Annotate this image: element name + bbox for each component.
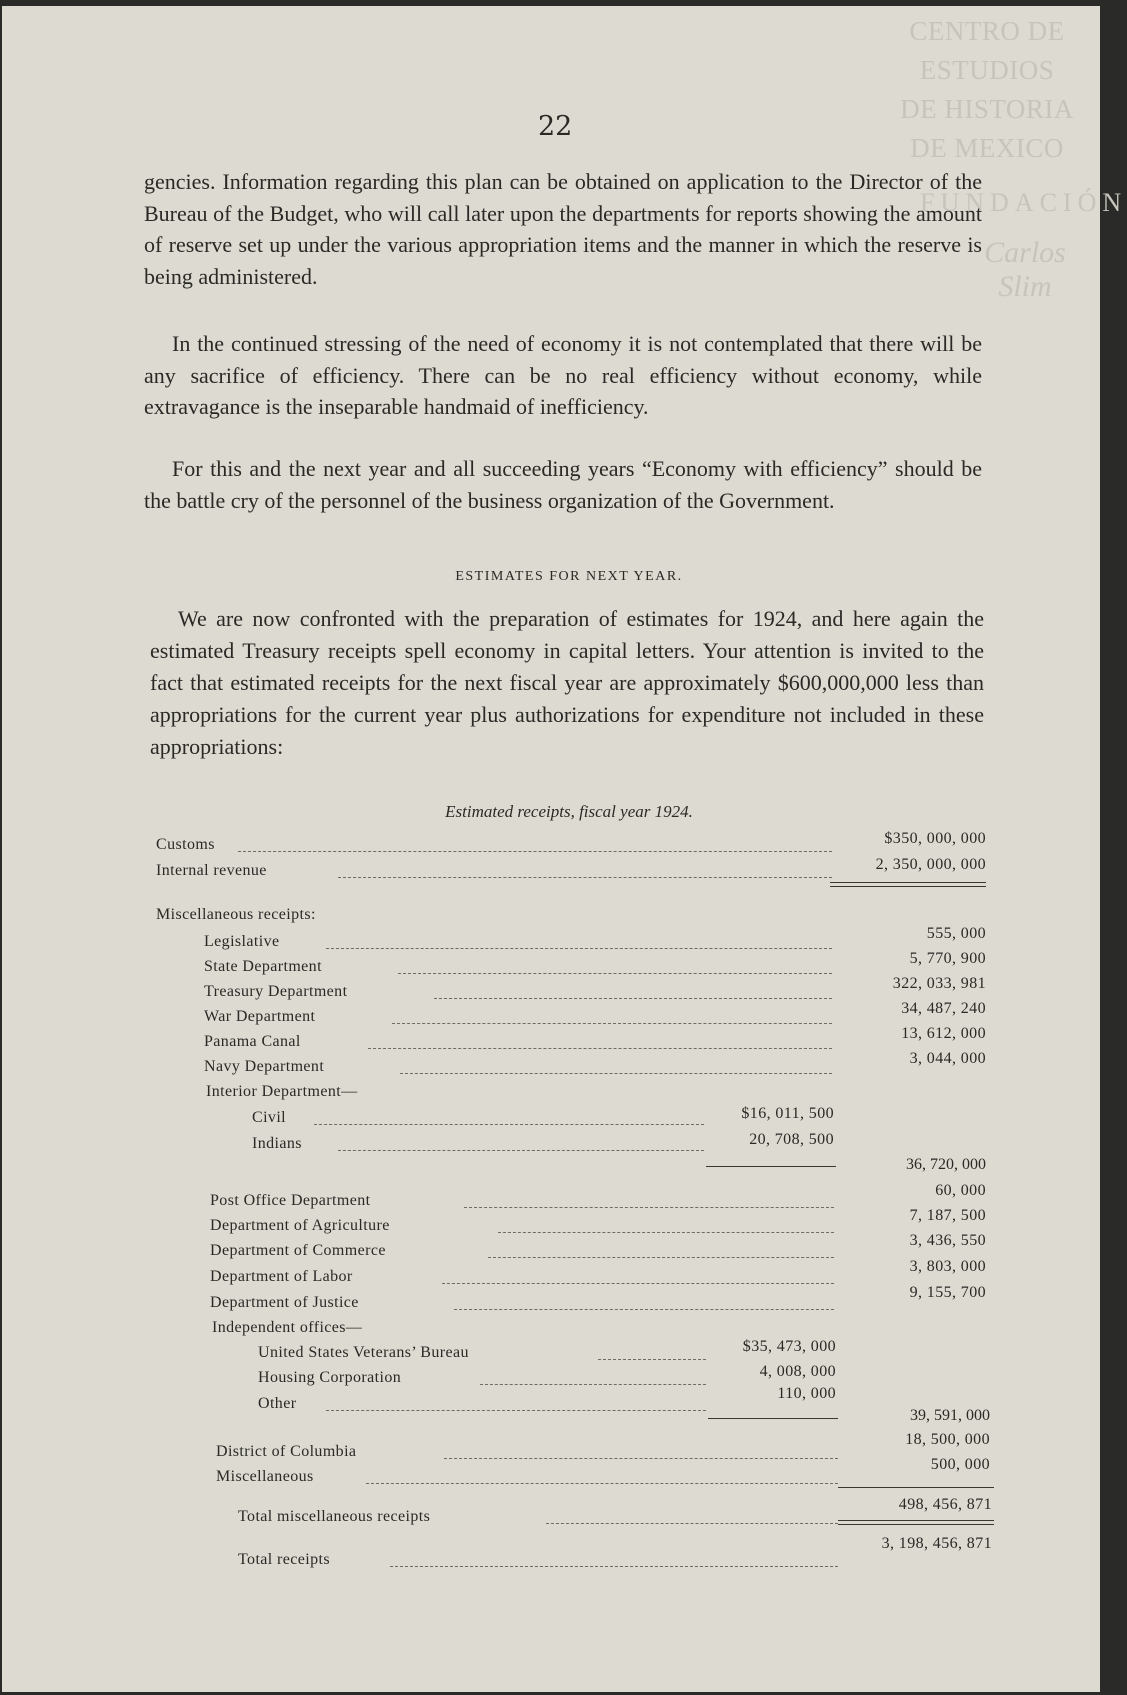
leader-dots [400,1073,832,1074]
row-subamount: 4, 008, 000 [759,1363,836,1380]
row-amount: 3, 198, 456, 871 [881,1535,992,1552]
row-label: Legislative [204,933,280,950]
leader-dots [546,1523,838,1524]
row-label: Total receipts [238,1551,330,1568]
table-row [2,830,1100,858]
row-amount: 13, 612, 000 [901,1025,986,1042]
row-subamount: $35, 473, 000 [742,1338,836,1355]
table-title: Estimated receipts, fiscal year 1924. [445,802,693,821]
independent-heading: Independent offices— [212,1319,363,1336]
row-label: Civil [252,1109,287,1126]
row-label: Housing Corporation [258,1369,402,1386]
row-label: Other [258,1395,297,1412]
leader-dots [498,1232,834,1233]
leader-dots [368,1048,832,1049]
leader-dots [392,1023,832,1024]
row-label: Customs [156,836,215,853]
row-label: Miscellaneous [216,1468,314,1485]
paragraph-reserve: gencies. Information regarding this plan can be obtained on application to the Director of the Bureau of the Budget, who will call later upon the departments for reports showing the amount of reserve set up under the various appropriation items and the manner in which the reserve is being administered. [144,169,982,289]
row-subamount: 20, 708, 500 [749,1131,834,1148]
table-subheading [2,1319,1100,1341]
row-amount: 18, 500, 000 [905,1431,990,1448]
watermark-line: DE MEXICO [910,133,1064,163]
table-row [2,1284,1100,1316]
row-label: Total miscellaneous receipts [238,1508,431,1525]
row-label: Department of Labor [210,1268,353,1285]
table-row [2,1338,1100,1366]
leader-dots [464,1207,834,1208]
row-label: United States Veterans’ Bureau [258,1344,469,1361]
row-label: Panama Canal [204,1033,301,1050]
table-row [2,856,1100,884]
row-label: Treasury Department [204,983,348,1000]
watermark-line: CENTRO DE [909,16,1065,46]
row-subamount: $16, 011, 500 [741,1105,834,1122]
table-total-row [2,1535,1100,1573]
row-label: Department of Commerce [210,1242,386,1259]
row-label: Internal revenue [156,862,267,879]
row-label: Department of Agriculture [210,1217,390,1234]
watermark-line: DE HISTORIA [900,94,1074,124]
leader-dots [326,1410,706,1411]
paragraph-estimates: We are now confronted with the preparation of estimates for 1924, and here again the estimated Treasury receipts spell economy in capital letters. Your attention is invited to the fact that estimated receipts for the next fiscal year are approximately $600,000,000 less than appropriations for the current year plus authorizations for expenditure not included in these appropriations: [150,606,984,759]
table-total-row [2,1496,1100,1530]
row-amount: 500, 000 [930,1456,990,1473]
leader-dots [338,1150,704,1151]
row-amount: 3, 044, 000 [909,1050,986,1067]
table-row [2,1131,1100,1157]
row-amount: 60, 000 [935,1182,986,1199]
leader-dots [480,1384,706,1385]
table-subheading [2,1083,1100,1105]
watermark-signature: Carlos Slim [984,236,1066,303]
watermark-line: ESTUDIOS [919,55,1055,85]
double-rule [838,1520,994,1521]
row-label: State Department [204,958,322,975]
row-label: District of Columbia [216,1443,357,1460]
table-row [2,1363,1100,1391]
total-rule [838,1487,994,1488]
leader-dots [314,1124,704,1125]
row-amount: 7, 187, 500 [909,1207,986,1224]
leader-dots [326,948,832,949]
leader-dots [444,1458,838,1459]
row-label: War Department [204,1008,316,1025]
subtotal-rule [708,1418,838,1419]
row-subamount: 110, 000 [777,1385,836,1402]
double-rule [830,882,986,883]
leader-dots [442,1283,834,1284]
row-amount: 498, 456, 871 [898,1496,992,1513]
row-amount: 3, 803, 000 [909,1258,986,1275]
leader-dots [398,973,832,974]
page-number: 22 [538,111,573,142]
row-amount: 322, 033, 981 [892,975,986,992]
section-heading: ESTIMATES FOR NEXT YEAR. [455,569,683,584]
leader-dots [338,877,832,878]
interior-total: 36, 720, 000 [906,1156,986,1173]
independent-total: 39, 591, 000 [910,1407,990,1424]
leader-dots [598,1359,706,1360]
row-label: Navy Department [204,1058,325,1075]
watermark-centro [882,12,1092,168]
row-amount: $350, 000, 000 [884,830,986,847]
row-amount: 9, 155, 700 [909,1284,986,1301]
document-page [2,6,1127,1692]
double-rule [830,886,986,887]
leader-dots [488,1257,834,1258]
row-amount: 5, 770, 900 [909,950,986,967]
table-row [2,1105,1100,1131]
table-row [2,1050,1100,1080]
row-label: Department of Justice [210,1294,359,1311]
interior-heading: Interior Department— [206,1083,358,1100]
paragraph-battle-cry: For this and the next year and all succeeding years “Economy with efficiency” should be the battle cry of the personnel of the business organization of the Government. [144,456,982,513]
row-label: Indians [252,1135,302,1152]
misc-heading: Miscellaneous receipts: [156,906,316,923]
row-amount: 2, 350, 000, 000 [875,856,986,873]
leader-dots [434,998,832,999]
leader-dots [238,851,832,852]
watermark-fundacion: FUNDACIÓN [920,188,1127,217]
leader-dots [390,1566,838,1567]
double-rule [838,1524,994,1525]
row-amount: 3, 436, 550 [909,1232,986,1249]
paragraph-efficiency: In the continued stressing of the need of economy it is not contemplated that there will be any sacrifice of efficiency. There can be no real efficiency without economy, while extravagance is the inseparable handmaid of inefficiency. [144,331,982,419]
leader-dots [366,1483,838,1484]
row-amount: 555, 000 [926,925,986,942]
leader-dots [454,1309,834,1310]
row-label: Post Office Department [210,1192,371,1209]
subtotal-rule [706,1166,836,1167]
row-amount: 34, 487, 240 [901,1000,986,1017]
